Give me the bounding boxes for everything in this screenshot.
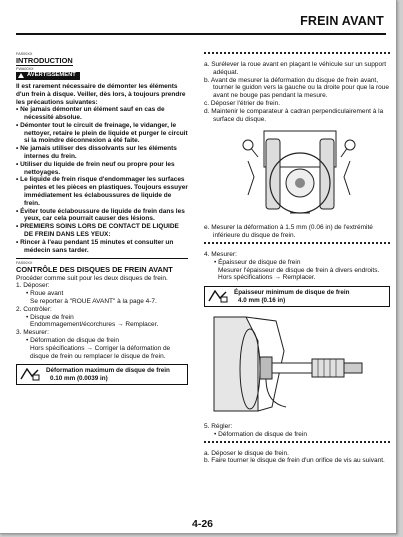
step-remove-ref: Se reporter à "ROUE AVANT" à la page 4-7. <box>30 297 157 305</box>
dotted-rule <box>204 52 390 58</box>
list-item: • Ne jamais démonter un élément sauf en cas de nécessité absolue. <box>16 106 165 122</box>
spec-title: Déformation maximum de disque de frein <box>46 367 170 375</box>
step-adjust-item: • Déformation de disque de frein <box>214 430 307 438</box>
step-measure-thickness: 4. Mesurer: <box>204 250 237 258</box>
substep-a: a. Surélever la roue avant en plaçant le véhicule sur un support adéquat. <box>204 61 387 76</box>
step-thickness-action: Hors spécifications → Remplacer. <box>218 274 316 282</box>
dotted-rule <box>204 441 390 447</box>
warning-banner <box>16 72 80 80</box>
step-remove-item: • Roue avant <box>26 290 64 298</box>
spec-value: 4.0 mm (0.16 in) <box>238 296 286 304</box>
header-rule <box>16 33 386 35</box>
micrometer-illustration <box>206 311 376 419</box>
list-item: • Utiliser du liquide de frein neuf ou propre pour les nettoyages. <box>16 160 175 176</box>
page-number: 4-26 <box>192 518 214 530</box>
right-column <box>204 48 390 465</box>
substep-e: e. Mesurer la déformation à 1.5 mm (0.06 in) de l'extrémité inférieure du disque de frein. <box>204 224 373 240</box>
intro-heading: INTRODUCTION <box>16 55 73 65</box>
step-check-item: • Disque de frein <box>26 313 74 321</box>
substep-a2: a. Déposer le disque de frein. <box>204 449 289 457</box>
substep-d: d. Maintenir le comparateur à cadran perpendiculairement à la surface du disque. <box>204 107 384 123</box>
caliper-gauge-icon <box>208 289 228 303</box>
list-item: • Le liquide de frein risque d'endommager les surfaces peintes et les pièces en plastiques. Toujours essuyer immédiatement les éclaboussures de liquide de frein. <box>16 176 188 207</box>
section-divider <box>16 258 188 259</box>
warning-list <box>16 106 188 254</box>
check-heading: CONTRÔLE DES DISQUES DE FREIN AVANT <box>16 264 173 274</box>
ref-code: FAS00XX <box>16 261 33 266</box>
substep-b2: b. Faire tourner le disque de frein d'un orifice de vis au suivant. <box>204 457 385 465</box>
ref-code: FWA00XX <box>16 67 34 72</box>
substep-b: b. Avant de mesurer la déformation du disque de frein avant, tourner le guidon vers la gauche ou la droite pour que la roue avant ne bouge pas pendant la mesure. <box>204 76 389 100</box>
list-item: • Ne jamais utiliser des dissolvants sur les éléments internes du frein. <box>16 145 177 161</box>
list-item: • Éviter toute éclaboussure de liquide de frein dans les yeux, car cela pourrait causer des lésions. <box>16 207 185 223</box>
dotted-rule <box>204 242 390 248</box>
step-check-text: Endommagement/écorchures → Remplacer. <box>30 321 159 329</box>
dial-gauge-illustration <box>208 127 384 221</box>
spec-value: 0.10 mm (0.0039 in) <box>50 374 108 382</box>
step-thickness-text: Mesurer l'épaisseur de disque de frein à divers endroits. <box>218 266 380 274</box>
step-check: 2. Contrôler: <box>16 305 52 313</box>
step-remove: 1. Déposer: <box>16 282 50 290</box>
step-measure-item: • Déformation de disque de frein <box>26 336 119 344</box>
left-column <box>16 40 188 389</box>
list-item: • PREMIERS SOINS LORS DE CONTACT DE LIQUIDE DE FREIN DANS LES YEUX: <box>16 223 179 239</box>
list-item: • Démonter tout le circuit de freinage, le vidanger, le nettoyer, retaire le plein de liquide et purger le circuit si la moindre déconnexion a été faite. <box>16 121 188 145</box>
substep-c: c. Déposer l'étrier de frein. <box>204 99 281 107</box>
page-title: FREIN AVANT <box>300 14 384 28</box>
spec-box-runout <box>16 364 188 385</box>
warning-label: AVERTISSEMENT <box>27 72 76 78</box>
check-intro: Procéder comme suit pour les deux disques de frein. <box>16 274 168 282</box>
warning-triangle-icon <box>18 73 24 78</box>
caliper-gauge-icon <box>20 367 40 381</box>
spec-title: Épaisseur minimum de disque de frein <box>234 289 350 297</box>
spec-box-thickness <box>204 286 390 307</box>
step-adjust: 5. Régler: <box>204 422 233 430</box>
list-item: • Rincer à l'eau pendant 15 minutes et consulter un médecin sans tarder. <box>16 238 174 254</box>
step-measure-text: Hors spécifications → Corriger la déformation de disque de frein ou remplacer le disque de frein. <box>30 344 171 360</box>
step-measure: 3. Mesurer: <box>16 329 49 337</box>
step-thickness-item: • Épaisseur de disque de frein <box>214 258 301 266</box>
intro-text: Il est rarement nécessaire de démonter les éléments d'un frein à disque. Veiller, dès lors, à toujours prendre les précautions suivantes: <box>16 82 186 106</box>
ref-code: FAS00XX <box>16 52 33 56</box>
